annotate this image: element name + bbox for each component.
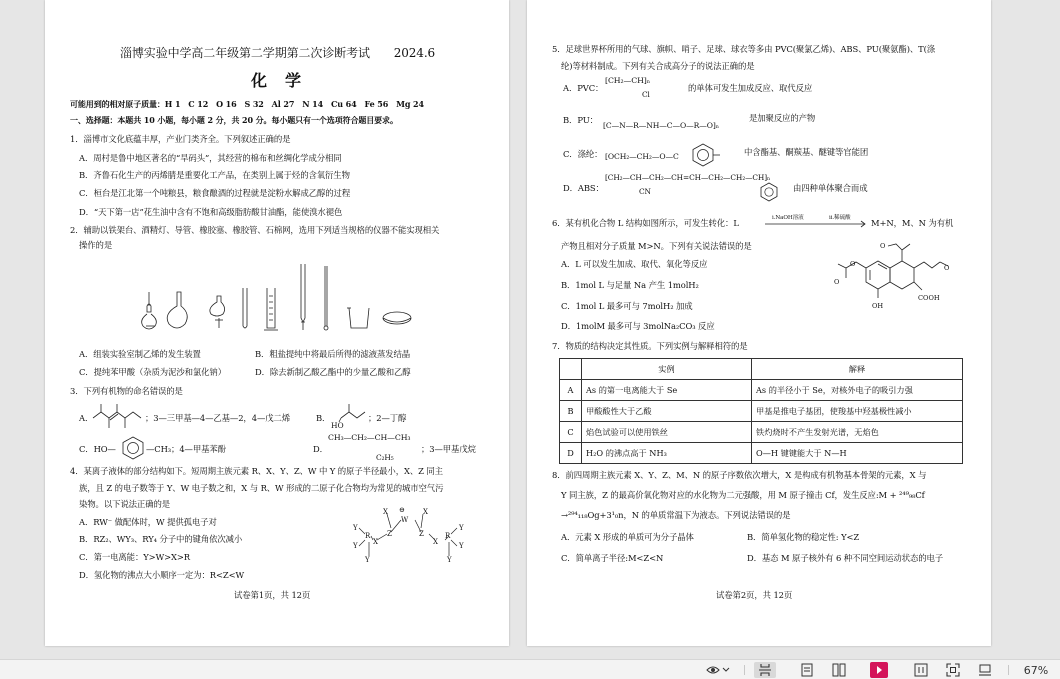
round-bottom-flask-icon	[142, 314, 157, 329]
q4-stem-1: 4．某离子液体的部分结构如下。短周期主族元素 R、X、Y、Z、W 中 Y 的原子半径最小，X、Z 同主	[70, 466, 443, 476]
svg-text:Z: Z	[419, 530, 424, 538]
svg-text:X: X	[373, 538, 378, 546]
svg-text:Y: Y	[353, 524, 358, 532]
q5-option-b-label: B．PU：	[563, 115, 598, 125]
table-header: 实例	[582, 359, 752, 380]
q6-stem-start: 6．某有机化合物 L 结构如图所示，可发生转化：L	[552, 218, 739, 228]
svg-text:X: X	[423, 508, 428, 516]
play-button[interactable]	[868, 662, 890, 678]
cooh-label: COOH	[918, 294, 940, 302]
svg-text:O: O	[944, 264, 950, 272]
q4-option-a: A．RW⁻ 做配体时，W 提供孤电子对	[79, 517, 217, 527]
dropper-icon	[147, 292, 151, 312]
two-page-view-button[interactable]	[828, 662, 850, 678]
page-1-footer: 试卷第1页，共 12页	[234, 590, 311, 600]
q5-option-d-label: D．ABS：	[563, 183, 604, 193]
fit-page-button[interactable]	[974, 662, 996, 678]
lab-apparatus-figure	[135, 262, 425, 334]
q4-stem-3: 染物。以下说法正确的是	[79, 499, 171, 509]
q1-option-a: A．周村是鲁中地区著名的“旱码头”，其经营的棉布和丝绸化学成分相同	[79, 153, 342, 163]
table-row: C 焰色试验可以使用铁丝 铁灼烧时不产生发射光谱，无焰色	[560, 422, 963, 443]
svg-text:Y: Y	[353, 542, 358, 550]
q6-arrow-condition-1: i.NaOH溶液	[772, 215, 804, 221]
q7-stem: 7．物质的结构决定其性质。下列实例与解释相符的是	[552, 341, 748, 351]
evaporating-dish-icon	[383, 312, 411, 324]
q2-stem: 2．辅助以铁架台、酒精灯、导管、橡胶塞、橡胶管、石棉网，选用下列适当规格的仪器不能实现相关	[70, 225, 440, 235]
ionic-liquid-structure	[353, 504, 469, 568]
beaker-icon	[347, 308, 369, 328]
benzene-ring-icon	[690, 142, 716, 168]
q2-option-a: A．组装实验室制乙烯的发生装置	[79, 349, 201, 359]
q2-option-c: C．提纯苯甲酸（杂质为泥沙和氯化钠）	[79, 367, 226, 377]
q3-option-d-substituent: C₂H₅	[376, 453, 394, 462]
q5-option-d-formula: [CH₂—CH—CH₂—CH=CH—CH₂—CH₂—CH]ₙ	[605, 173, 771, 182]
q2-option-d: D．除去新制乙酸乙酯中的少量乙酸和乙醇	[255, 367, 411, 377]
q2-stem-cont: 操作的是	[79, 240, 113, 250]
q8-option-b: B．简单氢化物的稳定性: Y<Z	[747, 532, 860, 542]
q6-stem-2: 产物且相对分子质量 M>N。下列有关说法错误的是	[561, 241, 752, 251]
q8-option-a: A．元素 X 形成的单质可为分子晶体	[561, 532, 694, 542]
benzene-ring-icon	[121, 436, 145, 460]
table-header: 解释	[752, 359, 963, 380]
svg-text:W: W	[401, 516, 409, 524]
two-page-icon	[832, 663, 846, 677]
document-icon	[801, 663, 813, 677]
compound-l-structure	[832, 240, 952, 316]
fit-page-icon	[978, 663, 992, 677]
single-page-icon	[758, 663, 772, 677]
q5-option-c-formula: [OCH₂—CH₂—O—C	[605, 152, 679, 161]
q3-a-structure	[91, 400, 147, 432]
table-row: D H₂O 的沸点高于 NH₃ O—H 键键能大于 N—H	[560, 443, 963, 464]
zoom-level[interactable]: 67%	[1023, 663, 1049, 677]
svg-text:HO: HO	[331, 421, 344, 430]
table-header	[560, 359, 582, 380]
q5-option-b-formula: [C—N—R—NH—C—O—R—O]ₙ	[603, 121, 719, 130]
q1-stem: 1．淄博市文化底蕴丰厚，产业门类齐全。下列叙述正确的是	[70, 134, 291, 144]
eye-icon	[706, 664, 730, 676]
q3-option-c-name: —CH₃；4—甲基苯酚	[146, 444, 226, 454]
exam-title: 淄博实验中学高二年级第二学期第二次诊断考试 2024.6	[120, 46, 436, 60]
q8-stem-2: Y 同主族，Z 的最高价氧化物对应的水化物为二元强酸，用 M 原子撞击 Cf，发生反应:M + ²⁴⁹₉₈Cf	[561, 490, 925, 500]
q1-option-d: D．“天下第一店”花生油中含有不饱和高级脂肪酸甘油酯，能使溴水褪色	[79, 207, 343, 217]
q6-stem-end: M+N，M、N 为有机	[871, 218, 954, 228]
columns-icon	[914, 663, 928, 677]
q8-option-c: C．简单离子半径:M<Z<N	[561, 553, 664, 563]
q1-option-c: C．桓台是江北第一个吨粮县，粮食酿酒的过程就是淀粉水解成乙醇的过程	[79, 188, 351, 198]
q4-option-c: C．第一电离能：Y>W>X>R	[79, 552, 190, 562]
svg-text:X: X	[383, 508, 388, 516]
q6-option-b: B．1mol L 与足量 Na 产生 1molH₂	[561, 280, 699, 290]
q3-option-d-name: ；3—甲基戊烷	[421, 444, 476, 454]
q4-option-d: D．氢化物的沸点大小顺序一定为：R<Z<W	[79, 570, 245, 580]
svg-text:R: R	[445, 532, 451, 540]
page-2	[527, 0, 991, 646]
q6-option-a: A．L 可以发生加成、取代、氧化等反应	[561, 259, 708, 269]
burette-icon	[301, 264, 305, 330]
section-heading: 一、选择题：本题共 10 小题，每小题 2 分，共 20 分。每小题只有一个选项符合题目要求。	[70, 115, 398, 125]
svg-text:O: O	[834, 278, 840, 286]
q5-stem-1: 5．足球世界杯所用的气球、旗帜、哨子、足球、球衣等多由 PVC(聚氯乙烯)、ABS、PU(聚氨酯)、T(涤	[552, 44, 936, 54]
svg-text:Y: Y	[459, 542, 464, 550]
q5-stem-2: 纶)等材料制成。下列有关合成高分子的说法正确的是	[561, 61, 755, 71]
single-page-view-button[interactable]	[754, 662, 776, 678]
q5-option-c-label: C．涤纶：	[563, 149, 603, 159]
q4-stem-2: 族，且 Z 的电子数等于 Y、W 电子数之和，X 与 R、W 形成的二原子化合物均为常见的城市空气污	[79, 483, 444, 493]
q8-stem-1: 8．前四周期主族元素 X、Y、Z、M、N 的原子序数依次增大，X 是构成有机物基本骨架的元素，X 与	[552, 470, 927, 480]
q8-stem-3: →²⁹⁴₁₁₈Og+3¹₀n，N 的单质常温下为液态。下列说法错误的是	[561, 510, 791, 520]
glass-rod-icon	[324, 266, 328, 330]
q6-option-c: C．1mol L 最多可与 7molH₂ 加成	[561, 301, 693, 311]
oh-label: OH	[872, 302, 884, 310]
svg-text:O: O	[850, 260, 856, 268]
fullscreen-button[interactable]	[942, 662, 964, 678]
reaction-arrow	[765, 221, 869, 227]
fullscreen-icon	[946, 663, 960, 677]
column-view-button[interactable]	[910, 662, 932, 678]
svg-text:Y: Y	[459, 524, 464, 532]
q5-option-a-text: 的单体可发生加成反应、取代反应	[688, 83, 813, 93]
q3-option-d-label: D．	[313, 444, 328, 454]
q3-option-b-label: B．	[316, 413, 331, 423]
q5-option-c-text: 中含酯基、酮羰基、醚键等官能团	[744, 147, 869, 157]
svg-text:⊖: ⊖	[399, 506, 405, 514]
q3-option-b-name: ；2—丁醇	[368, 413, 407, 423]
svg-text:Y: Y	[365, 556, 370, 564]
page-layout-button[interactable]	[796, 662, 818, 678]
svg-text:Y: Y	[447, 556, 452, 564]
flask-icon	[167, 292, 187, 328]
q6-option-d: D．1molM 最多可与 3molNa₂CO₃ 反应	[561, 321, 715, 331]
play-icon	[870, 662, 888, 678]
q8-option-d: D．基态 M 原子核外有 6 种不同空间运动状态的电子	[747, 553, 944, 563]
q3-option-a-name: ；3—三甲基—4—乙基—2，4—戊二烯	[145, 413, 291, 423]
q5-option-a-formula: [CH₂—CH]ₙ	[605, 76, 651, 85]
q5-option-d-text: 由四种单体聚合而成	[793, 183, 868, 193]
table-row: B 甲酸酸性大于乙酸 甲基是推电子基团，使羧基中羟基极性减小	[560, 401, 963, 422]
table-row: A As 的第一电离能大于 Se As 的半径小于 Se，对核外电子的吸引力强	[560, 380, 963, 401]
q3-option-c-label: C．HO—	[79, 444, 116, 454]
q6-arrow-condition-2: ii.稀硫酸	[829, 215, 851, 221]
q4-option-b: B．RZ₂、WY₃、RY₄ 分子中的键角依次减小	[79, 534, 243, 544]
q5-option-a-label: A．PVC：	[563, 83, 604, 93]
q5-option-a-substituent: Cl	[642, 90, 650, 99]
q2-option-b: B．粗盐提纯中将最后所得的滤液蒸发结晶	[255, 349, 411, 359]
svg-text:Z: Z	[387, 530, 392, 538]
graduated-cylinder-icon	[264, 288, 278, 330]
separatory-funnel-icon	[210, 296, 225, 328]
q3-option-a-label: A．	[79, 413, 94, 423]
q5-option-b-text: 是加聚反应的产物	[749, 113, 816, 123]
q3-option-d-formula: CH₃—CH₂—CH—CH₃	[328, 433, 411, 442]
svg-text:O: O	[880, 242, 886, 250]
page-2-footer: 试卷第2页，共 12页	[716, 590, 793, 600]
svg-text:X: X	[433, 538, 438, 546]
q3-b-structure	[331, 402, 371, 432]
atomic-masses: 可能用到的相对原子质量：H 1 C 12 O 16 S 32 Al 27 N 14 Cu 64 Fe 56 Mg 24	[70, 99, 424, 109]
q1-option-b: B．齐鲁石化生产的丙烯腈是重要化工产品，在类别上属于烃的含氧衍生物	[79, 170, 350, 180]
test-tube-icon	[243, 288, 247, 328]
eye-view-button[interactable]	[702, 662, 734, 678]
table-header-row	[560, 359, 963, 380]
svg-text:R: R	[365, 532, 371, 540]
page-1	[45, 0, 509, 646]
benzene-ring-icon	[759, 182, 779, 202]
q7-table	[559, 358, 963, 464]
subject-title: 化学	[251, 71, 320, 90]
q5-option-d-substituent: CN	[639, 187, 651, 196]
q3-stem: 3．下列有机物的命名错误的是	[70, 386, 183, 396]
status-bar	[0, 659, 1060, 679]
